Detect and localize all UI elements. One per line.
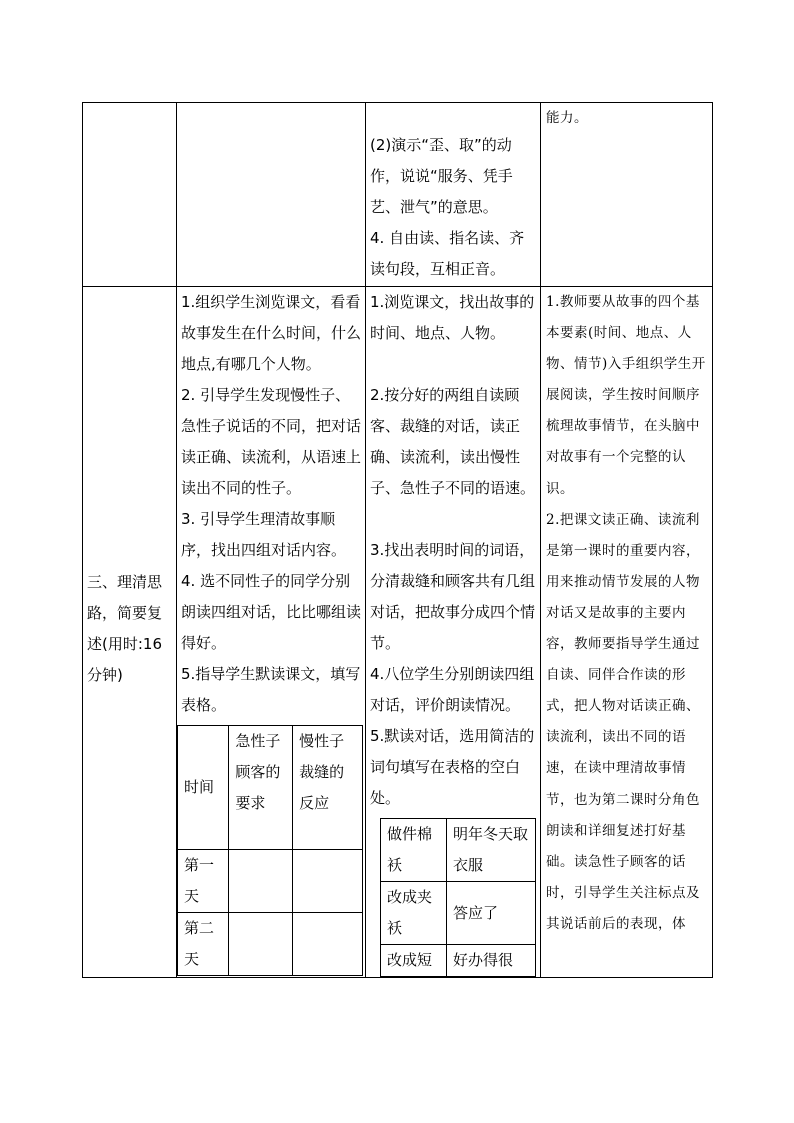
table-cell: [293, 913, 363, 976]
table-header-cell: 急性子顾客的要求: [229, 726, 293, 850]
table-cell: 第二天: [178, 913, 229, 976]
student-step: 2.按分好的两组自读顾客、裁缝的对话，读正确、读流利，读出慢性子、急性子不同的语速。: [370, 386, 536, 497]
table-row: [178, 913, 363, 976]
design-note-paragraph: 2.把课文读正确、读流利是第一课时的重要内容，用来推动情节发展的人物对话又是故事的主要内容，教师要指导学生通过自读、同伴合作读的形式，把人物对话读正确、读流利，读出不同的语速，在读中理清故事情节，也为第二课时分角色朗读和详细复述打好基础。读急性子顾客的话时，引导学生关注标点及其说话前后的表现，体: [546, 511, 700, 932]
table-row: [381, 945, 536, 977]
teacher-step: 5.指导学生默读课文，填写表格。: [181, 665, 361, 714]
table-cell: 改成夹袄: [381, 882, 447, 945]
teacher-cell-empty: [177, 103, 366, 287]
teacher-step: 3. 引导学生理清故事顺序，找出四组对话内容。: [181, 510, 347, 559]
student-step: 3.找出表明时间的词语，分清裁缝和顾客共有几组对话，把故事分成四个情节。: [370, 541, 536, 652]
student-step: 5.默读对话，选用简洁的词句填写在表格的空白处。: [370, 727, 535, 807]
student-activity-line: (2)演示“歪、取”的动作，说说“服务、凭手艺、泄气”的意思。: [370, 136, 513, 216]
table-header-cell: 慢性子裁缝的反应: [293, 726, 363, 850]
design-note-paragraph: 1.教师要从故事的四个基本要素(时间、地点、人物、情节)入手组织学生开展阅读，学生按时间顺序梳理故事情节，在头脑中对故事有一个完整的认识。: [546, 294, 706, 497]
table-row: [83, 287, 713, 978]
student-activity-cell: [366, 103, 541, 287]
teacher-activity-cell: [177, 287, 366, 978]
table-cell: 答应了: [447, 882, 536, 945]
table-cell: 改成短: [381, 945, 447, 977]
section-cell-empty: [83, 103, 177, 287]
design-note-cell: [541, 287, 713, 978]
table-row: [178, 726, 363, 850]
student-step: 4.八位学生分别朗读四组对话，评价朗读情况。: [370, 665, 535, 714]
teacher-step: 4. 选不同性子的同学分别朗读四组对话，比比哪组读得好。: [181, 572, 362, 652]
student-step: 1.浏览课文，找出故事的时间、地点、人物。: [370, 293, 535, 342]
table-cell: 第一天: [178, 850, 229, 913]
table-row: [381, 882, 536, 945]
table-row: [178, 850, 363, 913]
teacher-step: 2. 引导学生发现慢性子、急性子说话的不同，把对话读正确、读流利，从语速上读出不同的性子。: [181, 386, 362, 497]
table-row: [83, 103, 713, 287]
design-note-text: 能力。: [546, 110, 588, 126]
table-cell: [229, 850, 293, 913]
table-cell: [229, 913, 293, 976]
section-label: 三、理清思路，简要复述(用时:16分钟): [87, 573, 163, 684]
student-activity-cell: [366, 287, 541, 978]
teacher-fill-table: [177, 725, 363, 976]
lesson-plan-table: [82, 102, 713, 978]
student-fill-table: [380, 818, 536, 977]
teacher-step: 1.组织学生浏览课文，看看故事发生在什么时间，什么地点,有哪几个人物。: [181, 293, 362, 373]
section-cell: [83, 287, 177, 978]
table-header-cell: 时间: [178, 726, 229, 850]
table-cell: 好办得很: [447, 945, 536, 977]
table-cell: 做件棉袄: [381, 819, 447, 882]
design-note-cell: [541, 103, 713, 287]
student-activity-line: 4. 自由读、指名读、齐读句段，互相正音。: [370, 229, 525, 278]
table-cell: [293, 850, 363, 913]
table-cell: 明年冬天取衣服: [447, 819, 536, 882]
table-row: [381, 819, 536, 882]
